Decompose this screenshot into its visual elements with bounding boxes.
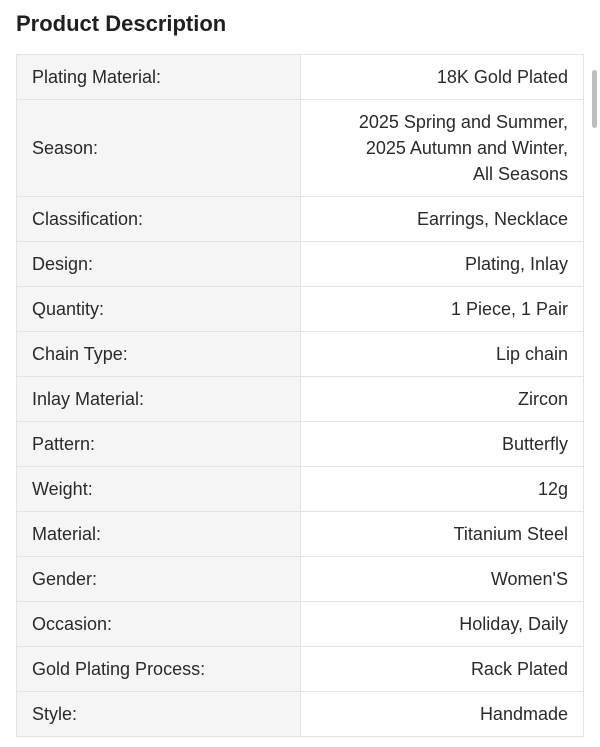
spec-label: Weight:: [17, 467, 301, 512]
spec-value: Zircon: [301, 377, 584, 422]
spec-row-inlay-material: [17, 377, 584, 422]
spec-value: 12g: [301, 467, 584, 512]
spec-value: Butterfly: [301, 422, 584, 467]
spec-row-classification: [17, 197, 584, 242]
spec-row-gender: [17, 557, 584, 602]
spec-row-occasion: [17, 602, 584, 647]
spec-label: Gold Plating Process:: [17, 647, 301, 692]
spec-row-gold-plating-process: [17, 647, 584, 692]
spec-label: Pattern:: [17, 422, 301, 467]
spec-value: Plating, Inlay: [301, 242, 584, 287]
spec-row-weight: [17, 467, 584, 512]
scrollbar-thumb[interactable]: [592, 70, 597, 128]
spec-value: Holiday, Daily: [301, 602, 584, 647]
spec-value: 1 Piece, 1 Pair: [301, 287, 584, 332]
spec-value: Lip chain: [301, 332, 584, 377]
spec-row-chain-type: [17, 332, 584, 377]
page-title: Product Description: [16, 11, 227, 36]
spec-row-season: [17, 100, 584, 197]
spec-label: Season:: [17, 100, 301, 197]
spec-label: Chain Type:: [17, 332, 301, 377]
spec-label: Occasion:: [17, 602, 301, 647]
spec-label: Quantity:: [17, 287, 301, 332]
spec-label: Classification:: [17, 197, 301, 242]
spec-row-material: [17, 512, 584, 557]
spec-label: Design:: [17, 242, 301, 287]
spec-value: Women'S: [301, 557, 584, 602]
spec-value: 2025 Spring and Summer, 2025 Autumn and Winter, All Seasons: [301, 100, 584, 197]
spec-label: Material:: [17, 512, 301, 557]
spec-value: Earrings, Necklace: [301, 197, 584, 242]
product-spec-table: [16, 54, 584, 737]
spec-label: Style:: [17, 692, 301, 737]
spec-row-style: [17, 692, 584, 737]
spec-label: Gender:: [17, 557, 301, 602]
spec-label: Plating Material:: [17, 55, 301, 100]
spec-value: 18K Gold Plated: [301, 55, 584, 100]
spec-label: Inlay Material:: [17, 377, 301, 422]
spec-value: Titanium Steel: [301, 512, 584, 557]
spec-row-quantity: [17, 287, 584, 332]
spec-value: Rack Plated: [301, 647, 584, 692]
spec-row-design: [17, 242, 584, 287]
spec-row-pattern: [17, 422, 584, 467]
spec-row-plating-material: [17, 55, 584, 100]
spec-value: Handmade: [301, 692, 584, 737]
